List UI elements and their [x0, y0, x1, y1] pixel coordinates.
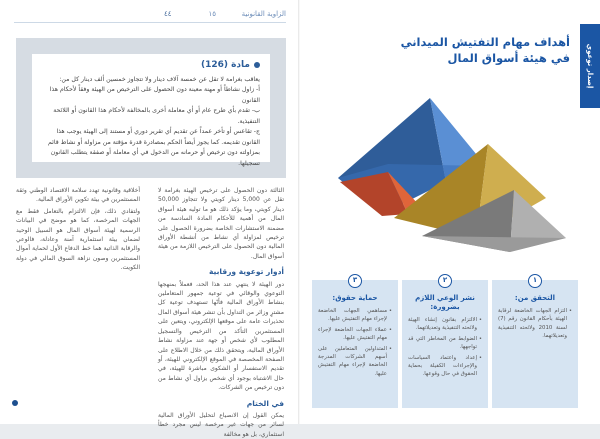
page-title-line-1: أهداف مهام التفتيش الميداني [400, 35, 570, 49]
article-box [16, 38, 286, 178]
goal-card [492, 276, 578, 408]
article-paragraph: أ- زاول نشاطاً أو مهنة معينة دون الحصول على الترخيص من الهيئة وفقاً لأحكام هذا القانون [49, 86, 260, 104]
left-page [0, 0, 300, 438]
card-list-item: • إعداد واعتماد السياسات والإجراءات الكفيلة بحماية الحقوق في حال وقوعها. [408, 354, 482, 379]
subheading: أدوار توعوية ورقابية [208, 267, 284, 277]
page-title [340, 34, 570, 66]
article-content [32, 54, 270, 167]
article-paragraph: ب- تقدم بأي طرح عام أو أي معاملة أخرى بالمخالفة لأحكام هذا القانون أو اللائحة التنفيذية. [53, 107, 260, 125]
article-paragraph: ج- تقاعس أو تأخر عمداً عن تقديم أي تقرير دوري أو مستند إلى الهيئة يوجب هذا القانون تقديمه. كما يجوز أيضاً الحكم بمصادرة قدرة مؤقتة من مزاولة أو نشاط قائم بمزاولته دون ترخيص أو حرمانه من الدخول في أي معاملة أو صفقة يتطلب القانون تسجيلها. [48, 128, 260, 167]
right-page [300, 0, 600, 424]
card-number-badge: ١ [528, 274, 542, 288]
article-title-text: مادة (126) [200, 60, 250, 70]
card-list-item: • مساهمي الجهات الخاضعة لإجراء مهام التفتيش عليها. [318, 307, 392, 324]
subheading: في الختام [246, 398, 284, 408]
goal-card [312, 276, 398, 408]
page-number-alt: ١٥ [208, 10, 216, 18]
card-list-item: • المتداولين المتعاملين على أسهم الشركات المدرجة الخاضعة لإجراء مهام التفتيش عليها. [318, 345, 392, 379]
bullet-icon [254, 62, 260, 68]
pyramids-illustration [318, 86, 578, 258]
card-list [318, 307, 392, 378]
card-list-item: • التزام الجهات الخاضعة لرقابة الهيئة بأحكام القانون رقم (7) لسنة 2010 ولائحته التنفيذية وتعديلاتهما. [498, 307, 572, 341]
section-name: الزاوية القانونية [241, 10, 286, 18]
card-title: نشر الوعي اللازم بضرورة: [415, 294, 475, 311]
body-paragraph: ولتفادي ذلك، فإن الالتزام بالتعامل فقط مع الجهات المرخصة، كما هو موضح في البيانات الرسمية لهيئة أسواق المال هو السبيل الوحيد لضمان بيئة استثمارية آمنة وعادلة، فالوعي والرقابة الذاتية هما خط الدفاع الأول لحماية أموال المستثمرين وصون نزاهة السوق المالي في دولة الكويت. [16, 207, 140, 272]
text-column-left [16, 186, 140, 273]
card-list [408, 316, 482, 379]
card-list-item: • الضوابط من المخاطر التي قد تواجهها. [408, 335, 482, 352]
card-number-badge: ٣ [348, 274, 362, 288]
article-paragraph: يعاقب بغرامة لا تقل عن خمسة آلاف دينار ولا تتجاوز خمسين ألف دينار كل من: [59, 75, 260, 83]
body-paragraph: أخلاقية وقانونية تهدد سلامة الاقتصاد الوطني وثقة المستثمرين في بيئة تكوين الأوراق المالية. [16, 187, 140, 204]
body-paragraph: دور الهيئة لا ينتهي عند هذا الحد، فعملاً بمنهجها التوعوي والوقائي في توعية جمهور المتعاملين بنشاط الأوراق المالية فأنّها تستهدف توعية كل مشترٍ وزائر من التداول بأن تنشر هيئة أسواق المال تحذيرات عامة على موقعها الإلكتروني، ويتعين على المستثمرين التأكد من الترخيص والتسجيل المطلوب لأي شخص أو جهة عند مزاولة نشاط الأوراق المالية، ويتحقق ذلك من خلال الاطلاع على الصفحة المخصصة في الموقع الإلكتروني للهيئة، أو تقديم الاستفسار أو الشكوى مباشرة للهيئة، في حال الاشتباه بوجود أي شخص يزاول أي نشاط من دون ترخيص من الشركات. [158, 280, 284, 392]
body-paragraph: يمكن القول إن الانصياع لتحليل الأوراق المالية لسائر من جهات غير مرخصة ليس مجرد خطأ استثماري، بل هو مخالفة [158, 411, 284, 438]
page-corner-dot-icon [12, 400, 18, 406]
section-tab [580, 24, 600, 108]
article-title [42, 60, 260, 71]
card-list-item: • الالتزام بقانون إنشاء الهيئة ولائحته التنفيذية وتعديلاتهما. [408, 316, 482, 333]
card-title: حماية حقوق: [332, 294, 378, 302]
card-number-badge: ٢ [438, 274, 452, 288]
pyramid-grey-base [422, 236, 566, 252]
body-paragraph: الثالثة دون الحصول على ترخيص الهيئة بغرامة لا تقل عن 5,000 دينار كويتي ولا تتجاوز 50,000 دينار كويتي، وما يؤكد ذلك هو ما توليه هيئة أسواق المال من أهمية للأحكام المادة السادسة من مضمنة الاستشارات الخاصة بضرورة الحصول على ترخيص لمزاولة أي نشاط من أنشطة الأوراق المالية دون الحصول على الترخيص اللازمة من هيئة أسواق المال. [158, 187, 284, 260]
text-column-right [158, 186, 284, 439]
card-list [498, 307, 572, 341]
section-tab-label: إصدار توعوي [586, 43, 594, 89]
goal-card [402, 276, 488, 408]
page-title-line-2: في هيئة أسواق المال [447, 51, 570, 65]
page-header [14, 10, 286, 22]
page-number: ٤٤ [164, 10, 172, 18]
goals-cards [312, 270, 578, 412]
card-title: التحقق من: [514, 294, 556, 302]
header-divider [14, 22, 286, 23]
card-list-item: • عملاء الجهات الخاضعة لإجراء مهام التفتيش عليها. [318, 326, 392, 343]
